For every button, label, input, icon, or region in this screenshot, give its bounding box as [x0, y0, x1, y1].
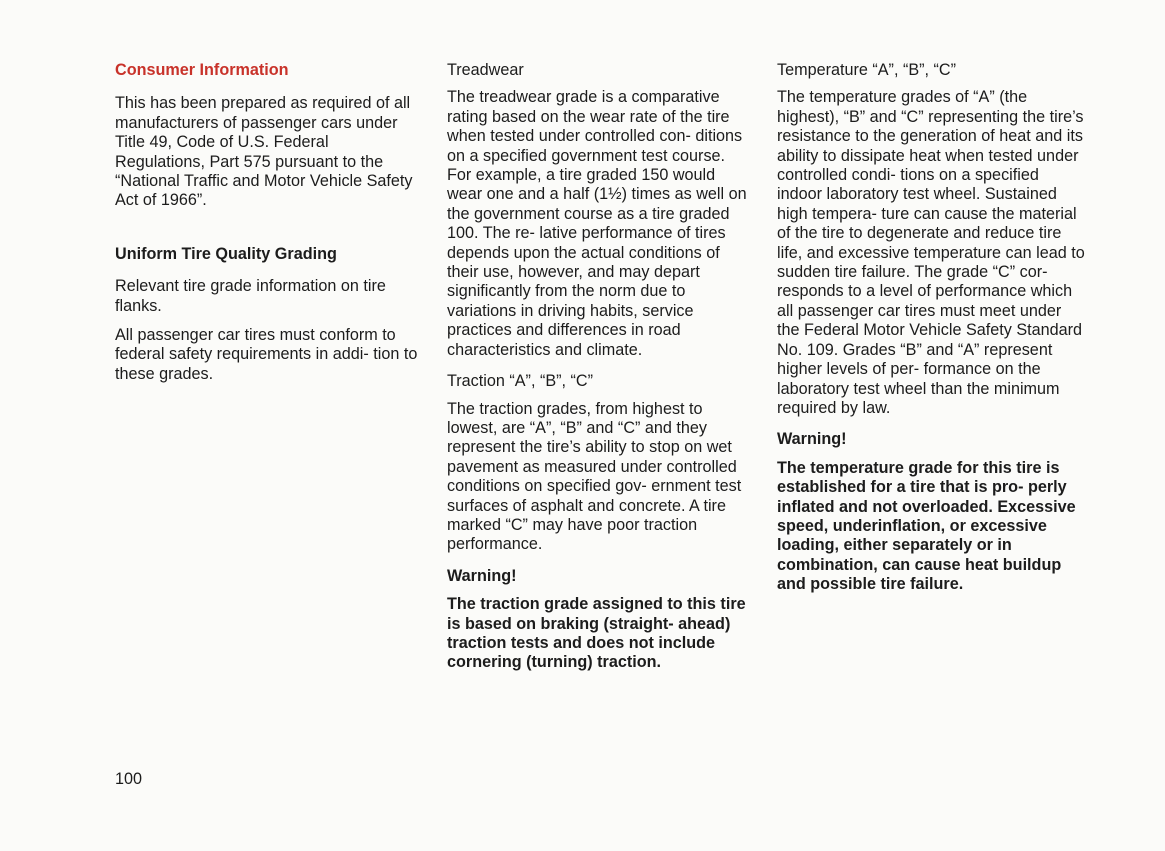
column-left [115, 61, 423, 384]
traction-warning-text: The traction grade assigned to this tire is based on braking (straight- ahead) traction tests and does not include cornering (turning) traction. [447, 595, 746, 672]
page-number: 100 [115, 770, 143, 788]
column-middle [447, 61, 753, 673]
temperature-warning-text: The temperature grade for this tire is established for a tire that is pro- perly inflated and not overloaded. Excessive speed, underinflation, or excessive loading, either separately or in combination, can cause heat buildup and possible tire failure. [777, 458, 1076, 594]
tire-flanks-paragraph: Relevant tire grade information on tire flanks. [115, 277, 386, 315]
temperature-title: Temperature “A”, “B”, “C” [777, 61, 956, 79]
treadwear-title: Treadwear [447, 61, 524, 79]
uniform-tire-quality-heading: Uniform Tire Quality Grading [115, 244, 337, 263]
intro-paragraph: This has been prepared as required of all manufacturers of passenger cars under Title 49, Code of U.S. Federal Regulations, Part 575 pursuant to the “National Traffic and Motor Vehicle Safety Act of 1966”. [115, 94, 413, 210]
traction-title: Traction “A”, “B”, “C” [447, 372, 593, 391]
traction-paragraph: The traction grades, from highest to lowest, are “A”, “B” and “C” and they represent the tire’s ability to stop on wet pavement as measured under controlled conditions on specified gov- ernment test surfaces of asphalt and concrete. A tire marked “C” may have poor traction performance. [447, 399, 742, 554]
temperature-paragraph: The temperature grades of “A” (the highest), “B” and “C” representing the tire’s resistance to the generation of heat and its ability to dissipate heat when tested under controlled condi- tions on a specified indoor laboratory test wheel. Sustained high tempera- ture can cause the material of the tire to degenerate and reduce tire life, and excessive temperature can lead to sudden tire failure. The grade “C” cor- responds to a level of performance which all passenger car tires must meet under the Federal Motor Vehicle Safety Standard No. 109. Grades “B” and “A” represent higher levels of per- formance on the laboratory test wheel than the minimum required by law. [777, 88, 1085, 417]
consumer-information-heading: Consumer Information [115, 61, 289, 79]
temperature-warning-title: Warning! [777, 430, 847, 449]
federal-requirements-paragraph: All passenger car tires must conform to federal safety requirements in addi- tion to these grades. [115, 326, 418, 383]
column-right [777, 61, 1085, 595]
traction-warning-title: Warning! [447, 566, 517, 585]
treadwear-paragraph: The treadwear grade is a comparative rating based on the wear rate of the tire when tested under controlled con- ditions on a specified government test course. For example, a tire graded 150 would wear one and a half (1½) times as well on the government course as a tire graded 100. The re- lative performance of tires depends upon the actual conditions of their use, however, and may depart significantly from the norm due to variations in driving habits, service practices and differences in road characteristics and climate. [447, 88, 747, 359]
